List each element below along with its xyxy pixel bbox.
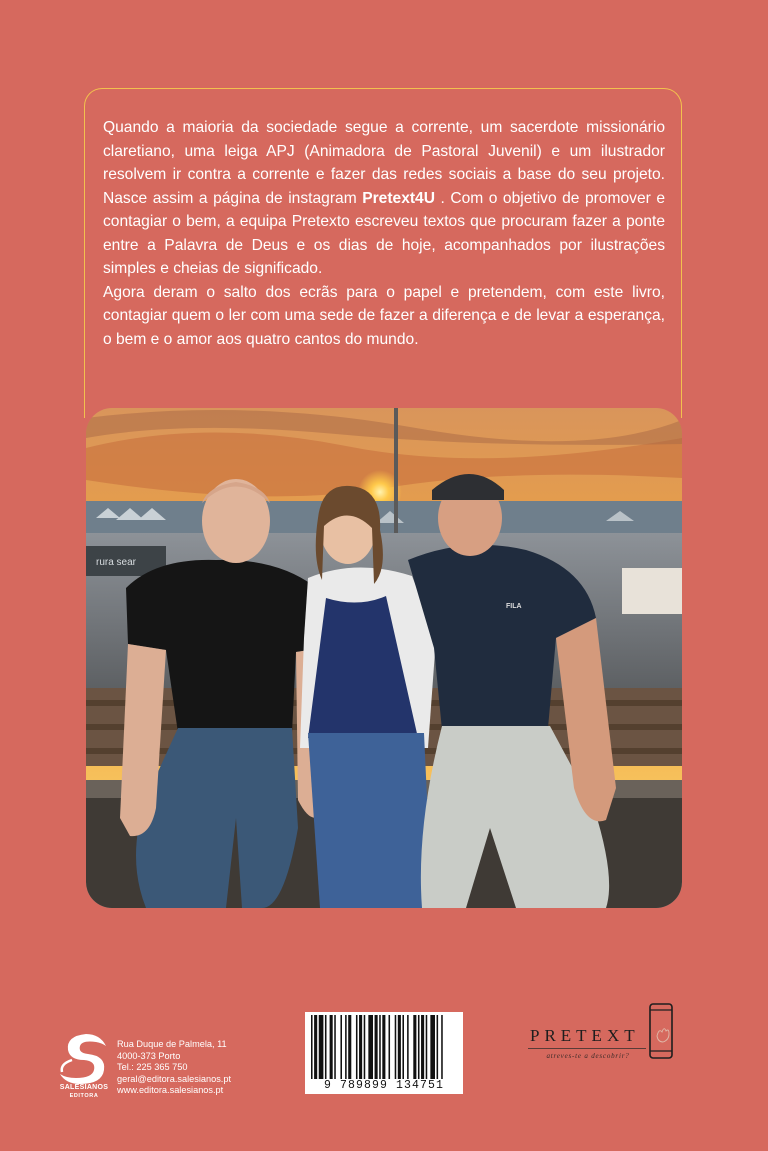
shirt-logo-text: FILA bbox=[506, 603, 522, 610]
blurb-p1-text-a: Quando a maioria da sociedade segue a corrente, um sacerdote missionário claretiano, uma leiga APJ (Animadora de Pastoral Juvenil) e um ilustrador resolvem ir contra a corrente e fazer das redes sociais a base do seu projeto. Nasce assim a página de instagram bbox=[103, 119, 665, 207]
blurb-paragraph-1 bbox=[103, 116, 665, 281]
publisher-name-sub: EDITORA bbox=[69, 1093, 99, 1099]
brand-tagline: atreves-te a descobrir? bbox=[546, 1052, 630, 1060]
phone-icon bbox=[647, 1002, 677, 1060]
barcode-bars bbox=[305, 1015, 463, 1081]
address-email: geral@editora.salesianos.pt bbox=[117, 1073, 232, 1084]
back-cover-blurb bbox=[103, 116, 665, 351]
publisher-name bbox=[56, 1084, 112, 1100]
blurb-p1-text-b: . Com o objetivo de promover e contagiar o bem, a equipa Pretexto escreveu textos que procuram fazer a ponte entre a Palavra de Deus e os dias de hoje, acompanhados por ilustrações simples e cheias de significado. bbox=[103, 189, 665, 277]
brand-divider bbox=[528, 1048, 646, 1049]
address-website: www.editora.salesianos.pt bbox=[117, 1085, 224, 1096]
address-phone: Tel.: 225 365 750 bbox=[117, 1062, 188, 1073]
address-street: Rua Duque de Palmela, 11 bbox=[117, 1039, 227, 1049]
publisher-name-main: SALESIANOS bbox=[59, 1084, 109, 1091]
isbn-barcode bbox=[305, 1012, 463, 1094]
pretext-wordmark: PRETEXT bbox=[530, 1026, 640, 1045]
background-sign-text: rura sear bbox=[96, 557, 137, 568]
address-postcode: 4000-373 Porto bbox=[117, 1050, 181, 1061]
instagram-handle: Pretext4U bbox=[362, 189, 435, 207]
publisher-address bbox=[117, 1039, 231, 1097]
blurb-paragraph-2: Agora deram o salto dos ecrãs para o papel e pretendem, com este livro, contagiar quem o ler com uma sede de fazer a diferença e de levar a esperança, o bem e o amor aos quatro cantos do mundo. bbox=[103, 283, 665, 348]
isbn-number: 9 789899 134751 bbox=[323, 1079, 445, 1092]
authors-photo bbox=[86, 408, 682, 908]
